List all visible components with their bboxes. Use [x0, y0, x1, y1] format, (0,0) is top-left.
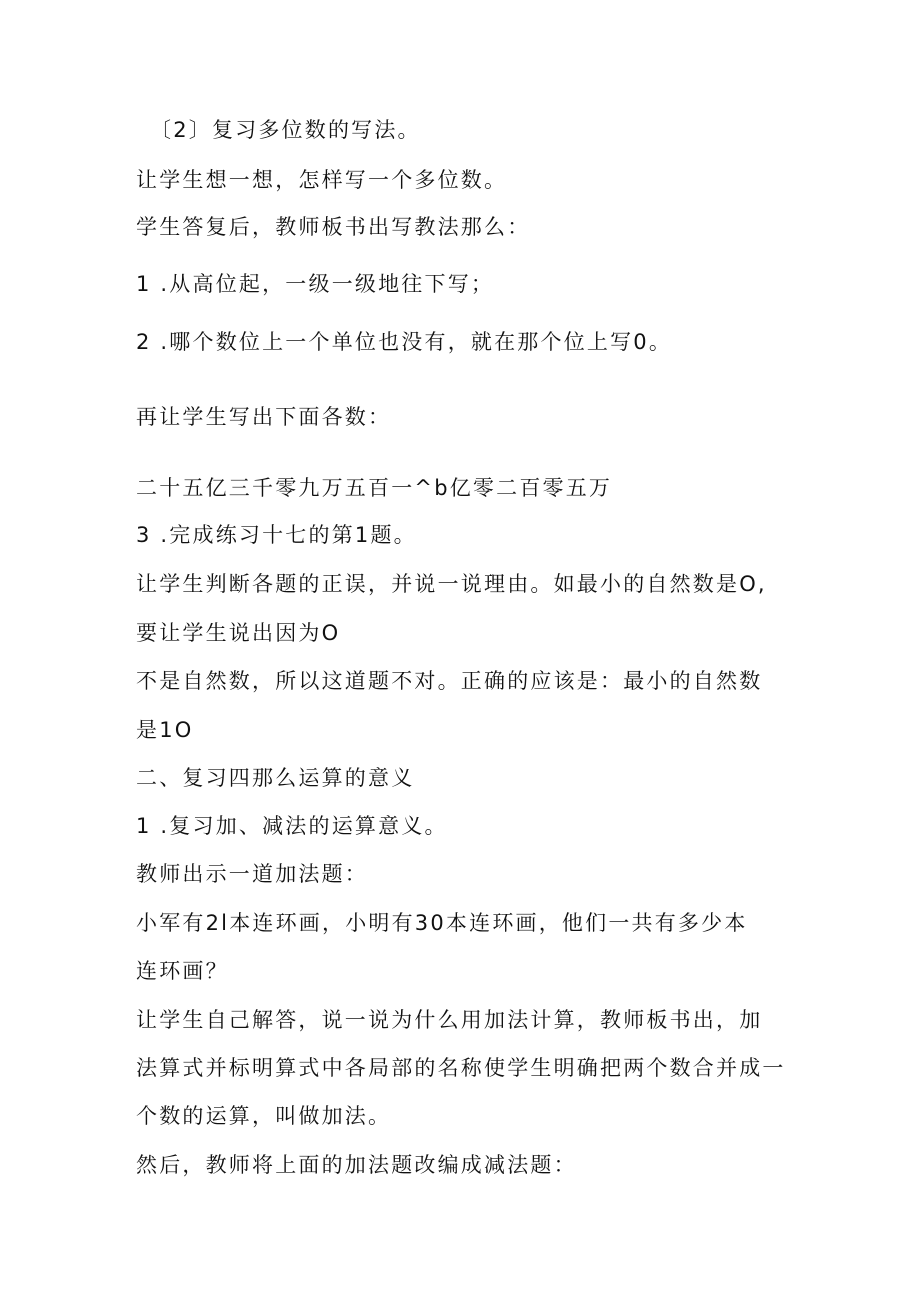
number-words-line: 二十五亿三千零九万五百一^b亿零二百零五万 — [136, 476, 613, 500]
word-problem-line: 小军有2l本连环画，小明有30本连环画，他们一共有多少本 — [136, 911, 748, 935]
paragraph-line: 再让学生写出下面各数： — [136, 405, 392, 429]
paragraph-line: 是1O — [136, 718, 194, 742]
paragraph-line: 让学生想一想，怎样写一个多位数。 — [136, 168, 508, 192]
numbered-item: 1 .复习加、减法的运算意义。 — [136, 814, 448, 838]
paragraph-line: 然后，教师将上面的加法题改编成减法题： — [136, 1153, 577, 1177]
paragraph-line: 让学生自己解答，说一说为什么用加法计算，教师板书出，加 — [136, 1008, 763, 1032]
numbered-item: 3 .完成练习十七的第1题。 — [136, 523, 417, 547]
paragraph-line: 教师出示一道加法题： — [136, 862, 368, 886]
subsection-heading: 〔2〕复习多位数的写法。 — [150, 118, 421, 142]
paragraph-line: 法算式并标明算式中各局部的名称使学生明确把两个数合并成一 — [136, 1056, 786, 1080]
paragraph-line: 个数的运算，叫做加法。 — [136, 1104, 392, 1128]
paragraph-line: 让学生判断各题的正误，并说一说理由。如最小的自然数是O, — [136, 572, 767, 596]
paragraph-line: 学生答复后，教师板书出写教法那么： — [136, 215, 531, 239]
paragraph-line: 要让学生说出因为O — [136, 621, 341, 645]
paragraph-line: 不是自然数，所以这道题不对。正确的应该是：最小的自然数 — [136, 669, 763, 693]
numbered-item: 1 .从高位起，一级一级地往下写； — [136, 272, 495, 296]
section-heading: 二、复习四那么运算的意义 — [136, 766, 415, 790]
numbered-item: 2 .哪个数位上一个单位也没有，就在那个位上写0。 — [136, 330, 673, 354]
word-problem-line: 连环画？ — [136, 959, 229, 983]
